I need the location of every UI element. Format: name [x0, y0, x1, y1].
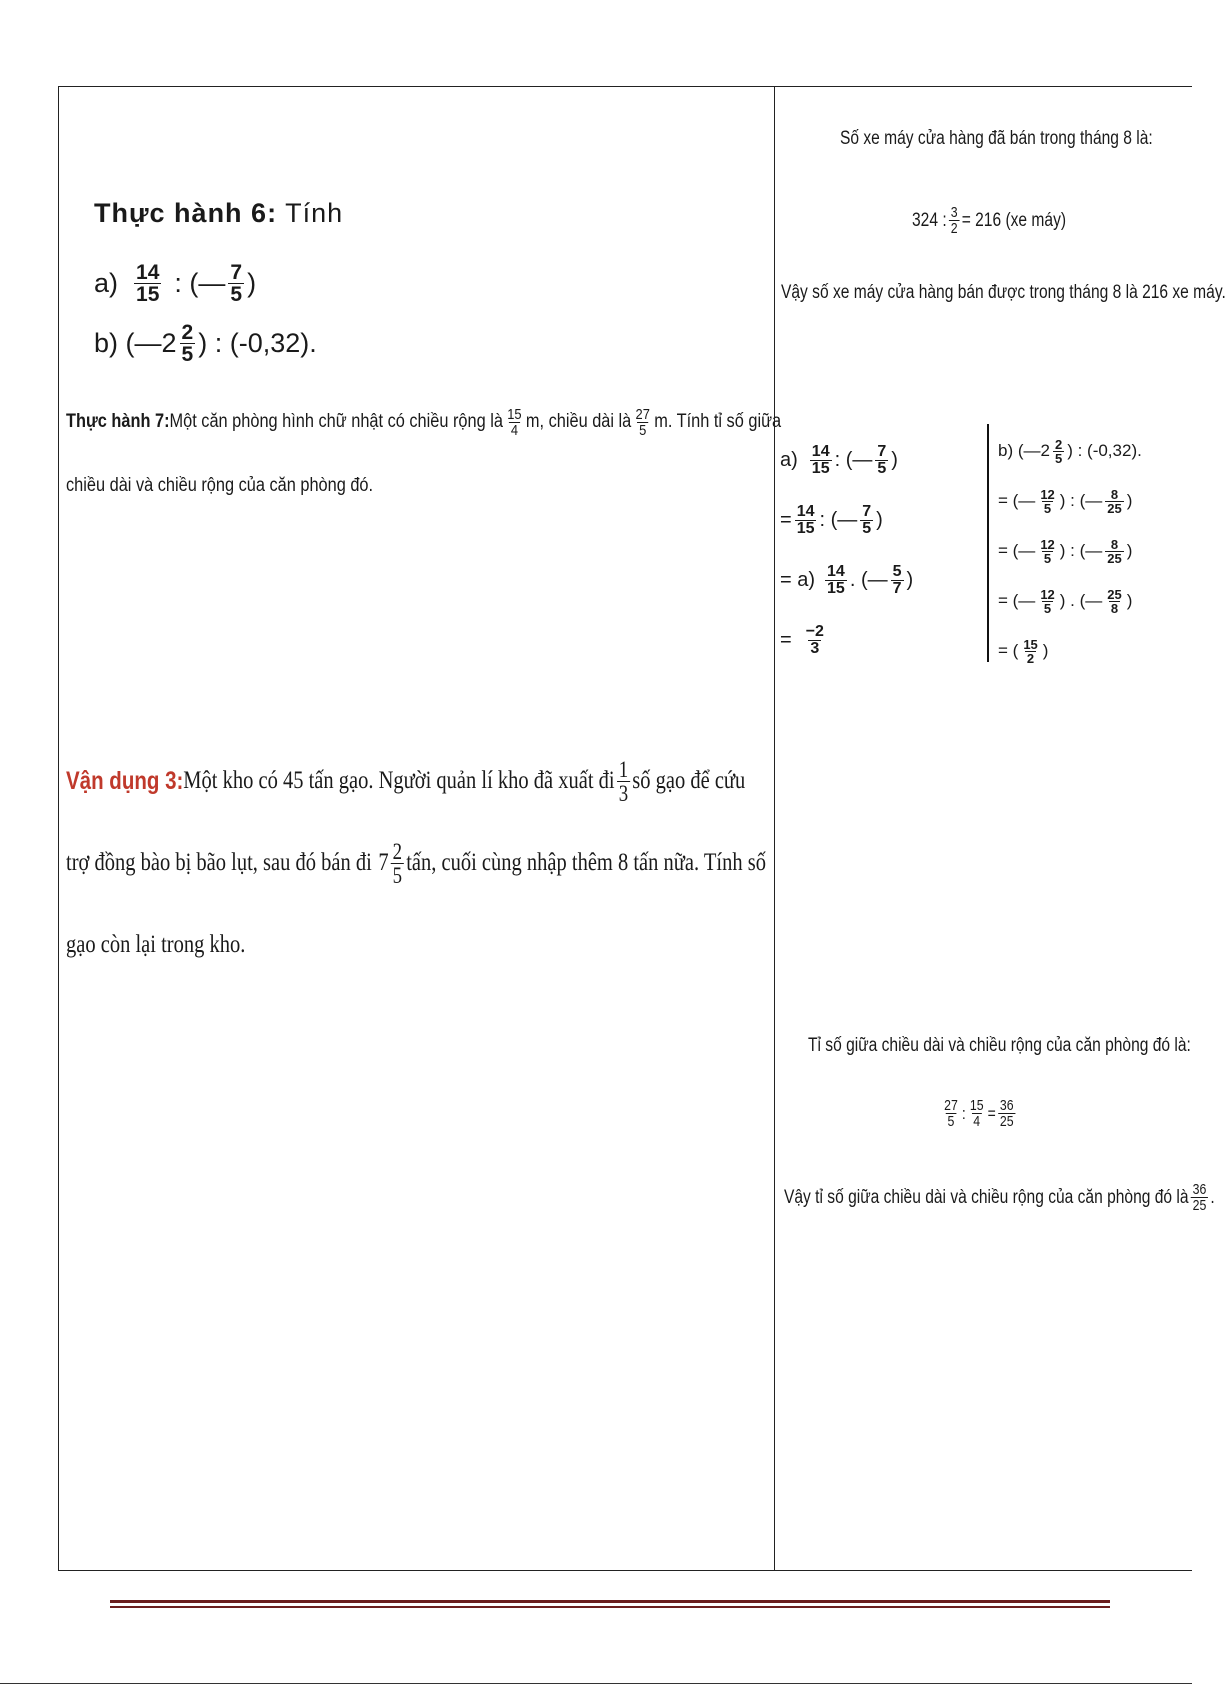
numerator: 15	[507, 405, 522, 423]
fraction	[1038, 588, 1056, 615]
text: )	[1126, 491, 1133, 510]
denominator: 25	[1107, 550, 1122, 566]
denominator: 5	[862, 519, 872, 537]
fraction	[1021, 638, 1039, 665]
fraction	[180, 322, 196, 365]
text: = a)	[780, 568, 816, 591]
denominator: 5	[181, 343, 194, 366]
numerator: −2	[805, 622, 824, 640]
denominator: 5	[639, 421, 647, 439]
text: tấn, cuối cùng nhập thêm 8 tấn nữa. Tính số	[406, 849, 766, 876]
text: )	[1126, 541, 1133, 560]
text: Vậy tỉ số giữa chiều dài và chiều rộng của căn phòng đó là	[784, 1186, 1189, 1208]
column-divider	[774, 86, 775, 1571]
numerator: 7	[230, 261, 243, 284]
denominator: 15	[811, 459, 830, 477]
fraction	[228, 262, 244, 305]
text: Một căn phòng hình chữ nhật có chiều rộng là	[169, 411, 503, 432]
operator: : (—	[174, 268, 226, 298]
fraction	[391, 840, 404, 887]
ratio-conclusion	[784, 1182, 1215, 1213]
denominator: 5	[230, 283, 243, 306]
fraction	[506, 407, 524, 438]
fraction	[1038, 488, 1056, 515]
numerator: 12	[1040, 586, 1055, 602]
operator: : (—	[834, 448, 873, 471]
fraction	[968, 1098, 985, 1129]
text: = (—	[998, 541, 1036, 560]
text: )	[906, 568, 914, 591]
practice-6-part-b	[94, 322, 317, 365]
practice-7-label: Thực hành 7:	[66, 411, 170, 432]
practice-6-part-a	[94, 262, 256, 305]
ratio-intro: Tỉ số giữa chiều dài và chiều rộng của căn phòng đó là:	[808, 1035, 1191, 1056]
ratio-calc	[940, 1098, 1018, 1129]
text: trợ đồng bào bị bão lụt, sau đó bán đi	[66, 849, 372, 876]
numerator: 8	[1110, 486, 1119, 502]
denominator: 4	[510, 421, 519, 439]
numerator: 27	[944, 1097, 958, 1114]
text: b) (—2	[998, 441, 1050, 460]
numerator: 25	[1107, 586, 1122, 602]
fraction	[134, 262, 161, 305]
numerator: 14	[811, 442, 830, 460]
text: =	[780, 628, 792, 651]
page-bottom-rule	[0, 1683, 1192, 1684]
operator: ) : (—	[1059, 491, 1103, 510]
numerator: 2	[392, 838, 403, 864]
operator: :	[961, 1103, 966, 1123]
numerator: 12	[1040, 486, 1055, 502]
numerator: 2	[181, 321, 194, 344]
text: )	[891, 448, 898, 471]
application-3-paragraph	[66, 740, 766, 986]
fraction	[1105, 538, 1123, 565]
denominator: 5	[1054, 450, 1063, 466]
denominator: 3	[618, 780, 629, 806]
text: = (—	[998, 491, 1036, 510]
motorbike-conclusion: Vậy số xe máy cửa hàng bán được trong tháng 8 là 216 xe máy.	[781, 282, 1226, 303]
fraction	[1191, 1182, 1208, 1213]
numerator: 15	[969, 1097, 984, 1114]
denominator: 7	[892, 579, 902, 597]
operator: =	[987, 1103, 996, 1123]
text: )	[876, 508, 883, 531]
text: chiều dài và chiều rộng của căn phòng đó.	[66, 475, 374, 496]
motorbike-intro: Số xe máy cửa hàng đã bán trong tháng 8 là:	[840, 128, 1153, 149]
denominator: 8	[1110, 600, 1119, 616]
numerator: 27	[635, 405, 650, 423]
paren-close: )	[247, 268, 257, 298]
text: m, chiều dài là	[525, 411, 632, 432]
mixed-whole: 7	[378, 849, 389, 876]
numerator: 3	[950, 204, 958, 221]
denominator: 5	[1043, 550, 1052, 566]
fraction	[891, 564, 904, 597]
numerator: 36	[999, 1097, 1014, 1114]
denominator: 25	[999, 1113, 1014, 1130]
solution-separator	[987, 424, 989, 662]
text: =	[780, 508, 792, 531]
operator: . (—	[849, 568, 888, 591]
part-b-rest: ) : (-0,32).	[198, 328, 317, 358]
footer-rule-thin	[110, 1606, 1110, 1608]
fraction	[617, 758, 630, 805]
text: số gạo để cứu	[632, 767, 746, 794]
denominator: 5	[947, 1113, 955, 1130]
part-b-prefix: b) (—2	[94, 328, 177, 358]
fraction	[860, 504, 873, 537]
fraction	[634, 407, 652, 438]
numerator: 14	[136, 261, 160, 284]
numerator: 8	[1110, 536, 1119, 552]
text: a)	[780, 448, 798, 471]
practice-6-heading	[94, 198, 343, 229]
numerator: 5	[892, 562, 902, 580]
denominator: 4	[973, 1113, 981, 1130]
solution-part-a	[780, 430, 913, 670]
solution-part-b	[998, 426, 1142, 676]
fraction	[1038, 538, 1056, 565]
denominator: 5	[392, 862, 403, 888]
denominator: 5	[877, 459, 887, 477]
denominator: 25	[1192, 1197, 1207, 1214]
text: .	[1210, 1186, 1215, 1208]
fraction	[1053, 438, 1064, 465]
text: m. Tính tỉ số giữa	[654, 411, 782, 432]
text: = 216 (xe máy)	[961, 209, 1067, 231]
text: Một kho có 45 tấn gạo. Người quản lí kho đã xuất đi	[183, 767, 615, 794]
practice-6-label: Thực hành 6:	[94, 198, 278, 228]
numerator: 14	[827, 562, 845, 580]
fraction	[875, 444, 888, 477]
denominator: 15	[827, 579, 845, 597]
text: 324 :	[912, 209, 947, 231]
numerator: 7	[862, 502, 872, 520]
numerator: 2	[1054, 436, 1063, 452]
text: gạo còn lại trong kho.	[66, 931, 246, 958]
fraction	[804, 624, 826, 657]
numerator: 7	[877, 442, 887, 460]
fraction	[942, 1098, 959, 1129]
fraction	[810, 444, 832, 477]
text: )	[1042, 641, 1049, 660]
operator: ) : (—	[1059, 541, 1103, 560]
text: = (—	[998, 591, 1036, 610]
footer-rule	[110, 1600, 1110, 1603]
denominator: 2	[950, 220, 958, 237]
denominator: 2	[1026, 650, 1035, 666]
fraction	[795, 504, 817, 537]
text: )	[1126, 591, 1133, 610]
fraction	[1105, 488, 1123, 515]
numerator: 12	[1040, 536, 1055, 552]
fraction	[1105, 588, 1123, 615]
practice-7-paragraph	[66, 390, 782, 518]
denominator: 15	[136, 283, 160, 306]
denominator: 15	[796, 519, 815, 537]
operator: ) . (—	[1059, 591, 1103, 610]
fraction	[949, 205, 959, 236]
numerator: 1	[618, 756, 629, 782]
practice-6-rest: Tính	[277, 198, 344, 228]
denominator: 3	[810, 639, 820, 657]
fraction	[998, 1098, 1015, 1129]
numerator: 15	[1023, 636, 1038, 652]
operator: : (—	[819, 508, 858, 531]
text: = (	[998, 641, 1019, 660]
denominator: 25	[1107, 500, 1122, 516]
numerator: 36	[1192, 1181, 1207, 1198]
denominator: 5	[1043, 600, 1052, 616]
fraction	[825, 564, 847, 597]
numerator: 14	[796, 502, 815, 520]
text: ) : (-0,32).	[1067, 441, 1142, 460]
motorbike-calc	[912, 205, 1066, 236]
part-a-prefix: a)	[94, 268, 119, 298]
application-3-label: Vận dụng 3:	[66, 767, 184, 795]
denominator: 5	[1043, 500, 1052, 516]
